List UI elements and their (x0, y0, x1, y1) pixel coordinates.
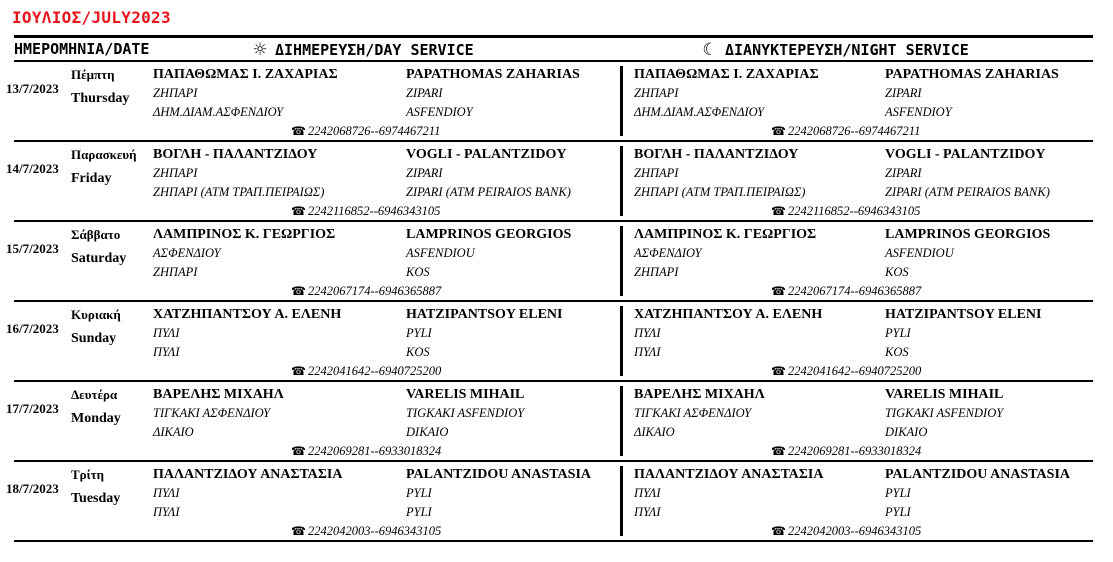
date: 13/7/2023 (6, 81, 59, 96)
day-phone (291, 124, 440, 139)
page-title: ΙΟΥΛΙΟΣ/JULY2023 (12, 8, 171, 27)
day-english: Thursday (71, 91, 130, 106)
moon-icon: ☾ (702, 40, 718, 60)
night-location-2-greek: ΔΗΜ.ΔΙΑΜ.ΑΣΦΕΝΔΙΟΥ (634, 105, 765, 119)
row-rule (14, 140, 1093, 142)
date: 16/7/2023 (6, 321, 59, 336)
header-night-service (701, 40, 969, 60)
day-location-2-greek: ΖΗΠΑΡΙ (ΑΤΜ ΤΡΑΠ.ΠΕΙΡΑΙΩΣ) (153, 185, 325, 199)
day-location-1-english: ZIPARI (406, 166, 443, 180)
column-divider (620, 146, 623, 216)
day-location-2-greek: ΔΗΜ.ΔΙΑΜ.ΑΣΦΕΝΔΙΟΥ (153, 105, 284, 119)
phone-icon: ☎ (771, 444, 786, 458)
day-greek: Δευτέρα (71, 387, 118, 402)
day-location-2-greek: ΔΙΚΑΙΟ (153, 425, 194, 439)
night-pharmacist-greek: ΠΑΠΑΘΩΜΑΣ Ι. ΖΑΧΑΡΙΑΣ (634, 67, 819, 82)
night-location-1-greek: ΖΗΠΑΡΙ (634, 166, 679, 180)
day-phone (291, 364, 441, 379)
column-divider (620, 386, 623, 456)
day-phone (291, 524, 441, 539)
day-phone-number: 2242116852--6946343105 (307, 204, 441, 218)
night-phone (771, 444, 921, 459)
table-row (0, 64, 1113, 144)
night-phone (771, 524, 921, 539)
day-phone-number: 2242069281--6933018324 (307, 444, 442, 458)
night-location-2-english: PYLI (885, 505, 911, 519)
night-location-2-greek: ΔΙΚΑΙΟ (634, 425, 675, 439)
night-location-2-english: ASFENDIOY (885, 105, 952, 119)
night-pharmacist-greek: ΒΟΓΛΗ - ΠΑΛΑΝΤΖΙΔΟΥ (634, 147, 799, 162)
phone-icon: ☎ (291, 284, 306, 298)
day-location-1-english: PYLI (406, 326, 432, 340)
night-phone (771, 284, 921, 299)
day-english: Friday (71, 171, 112, 186)
day-location-2-greek: ΠΥΛΙ (153, 345, 180, 359)
day-phone-number: 2242068726--6974467211 (307, 124, 441, 138)
date: 15/7/2023 (6, 241, 59, 256)
night-phone (771, 124, 920, 139)
night-location-1-greek: ΠΥΛΙ (634, 326, 661, 340)
night-location-2-greek: ΖΗΠΑΡΙ (ΑΤΜ ΤΡΑΠ.ΠΕΙΡΑΙΩΣ) (634, 185, 806, 199)
day-pharmacist-english: PAPATHOMAS ZAHARIAS (406, 67, 580, 82)
night-pharmacist-greek: ΒΑΡΕΛΗΣ ΜΙΧΑΗΛ (634, 387, 765, 402)
day-location-1-greek: ΖΗΠΑΡΙ (153, 86, 198, 100)
table-row (0, 304, 1113, 384)
phone-icon: ☎ (291, 204, 306, 218)
header-night-service-label: ΔΙΑΝΥΚΤΕΡΕΥΣΗ/NIGHT SERVICE (725, 41, 969, 59)
night-location-1-english: PYLI (885, 486, 911, 500)
day-greek: Τρίτη (71, 467, 105, 482)
row-rule (14, 380, 1093, 382)
header-day-service (251, 40, 474, 60)
day-pharmacist-greek: ΠΑΛΑΝΤΖΙΔΟΥ ΑΝΑΣΤΑΣΙΑ (153, 467, 343, 482)
day-location-2-english: PYLI (406, 505, 432, 519)
night-location-2-greek: ΠΥΛΙ (634, 505, 661, 519)
day-location-1-greek: ΤΙΓΚΑΚΙ ΑΣΦΕΝΔΙΟΥ (153, 406, 271, 420)
day-location-2-english: DIKAIO (406, 425, 449, 439)
day-location-2-english: ASFENDIOY (406, 105, 473, 119)
night-phone (771, 204, 920, 219)
phone-icon: ☎ (771, 284, 786, 298)
night-phone-number: 2242069281--6933018324 (787, 444, 922, 458)
column-divider (620, 466, 623, 536)
row-rule (14, 220, 1093, 222)
night-location-1-english: TIGKAKI ASFENDIOY (885, 406, 1004, 420)
day-pharmacist-greek: ΠΑΠΑΘΩΜΑΣ Ι. ΖΑΧΑΡΙΑΣ (153, 67, 338, 82)
header-rule (14, 60, 1093, 62)
date: 17/7/2023 (6, 401, 59, 416)
night-pharmacist-english: VOGLI - PALANTZIDOY (885, 147, 1046, 162)
night-phone-number: 2242067174--6946365887 (787, 284, 922, 298)
phone-icon: ☎ (771, 204, 786, 218)
day-phone-number: 2242067174--6946365887 (307, 284, 442, 298)
day-phone (291, 204, 440, 219)
night-pharmacist-greek: ΛΑΜΠΡΙΝΟΣ Κ. ΓΕΩΡΓΙΟΣ (634, 227, 817, 242)
table-row (0, 144, 1113, 224)
column-divider (620, 66, 623, 136)
night-pharmacist-english: PALANTZIDOU ANASTASIA (885, 467, 1071, 482)
row-rule (14, 540, 1093, 542)
night-location-1-english: ASFENDIOU (885, 246, 954, 260)
night-location-1-english: ZIPARI (885, 166, 922, 180)
phone-icon: ☎ (291, 124, 306, 138)
day-location-2-english: KOS (406, 345, 430, 359)
phone-icon: ☎ (771, 124, 786, 138)
day-english: Monday (71, 411, 121, 426)
row-rule (14, 300, 1093, 302)
night-pharmacist-english: LAMPRINOS GEORGIOS (885, 227, 1051, 242)
night-phone-number: 2242042003--6946343105 (787, 524, 922, 538)
header-day-service-label: ΔΙΗΜΕΡΕΥΣΗ/DAY SERVICE (275, 41, 474, 59)
column-divider (620, 226, 623, 296)
day-location-1-english: ASFENDIOU (406, 246, 475, 260)
table-row (0, 384, 1113, 464)
day-pharmacist-greek: ΒΟΓΛΗ - ΠΑΛΑΝΤΖΙΔΟΥ (153, 147, 318, 162)
night-phone-number: 2242068726--6974467211 (787, 124, 921, 138)
night-pharmacist-english: VARELIS MIHAIL (885, 387, 1004, 402)
day-greek: Πέμπτη (71, 67, 115, 82)
table-row (0, 464, 1113, 544)
date: 14/7/2023 (6, 161, 59, 176)
header-date: ΗΜΕΡΟΜΗΝΙΑ/DATE (14, 40, 150, 58)
day-pharmacist-english: LAMPRINOS GEORGIOS (406, 227, 572, 242)
day-phone-number: 2242042003--6946343105 (307, 524, 442, 538)
night-pharmacist-greek: ΠΑΛΑΝΤΖΙΔΟΥ ΑΝΑΣΤΑΣΙΑ (634, 467, 824, 482)
day-phone (291, 444, 441, 459)
table-row (0, 224, 1113, 304)
night-location-1-english: PYLI (885, 326, 911, 340)
day-pharmacist-greek: ΧΑΤΖΗΠΑΝΤΣΟΥ Α. ΕΛΕΝΗ (153, 307, 342, 322)
day-pharmacist-english: HATZIPANTSOY ELENI (406, 307, 563, 322)
day-location-2-greek: ΖΗΠΑΡΙ (153, 265, 198, 279)
day-location-2-greek: ΠΥΛΙ (153, 505, 180, 519)
night-location-1-greek: ΠΥΛΙ (634, 486, 661, 500)
day-location-1-english: TIGKAKI ASFENDIOY (406, 406, 525, 420)
column-divider (620, 306, 623, 376)
day-greek: Παρασκευή (71, 147, 137, 162)
sun-icon: ☼ (252, 40, 268, 60)
day-location-2-english: KOS (406, 265, 430, 279)
day-english: Saturday (71, 251, 127, 266)
day-pharmacist-english: VARELIS MIHAIL (406, 387, 525, 402)
day-location-1-greek: ΠΥΛΙ (153, 486, 180, 500)
night-location-1-greek: ΑΣΦΕΝΔΙΟΥ (634, 246, 702, 260)
night-location-2-greek: ΠΥΛΙ (634, 345, 661, 359)
row-rule (14, 460, 1093, 462)
night-location-1-english: ZIPARI (885, 86, 922, 100)
night-pharmacist-greek: ΧΑΤΖΗΠΑΝΤΣΟΥ Α. ΕΛΕΝΗ (634, 307, 823, 322)
phone-icon: ☎ (291, 364, 306, 378)
night-location-2-english: KOS (885, 345, 909, 359)
night-location-1-greek: ΖΗΠΑΡΙ (634, 86, 679, 100)
day-greek: Κυριακή (71, 307, 121, 322)
day-greek: Σάββατο (71, 227, 121, 242)
day-pharmacist-english: VOGLI - PALANTZIDOY (406, 147, 567, 162)
day-english: Sunday (71, 331, 117, 346)
night-location-2-english: ZIPARI (ATM PEIRAIOS BANK) (885, 185, 1050, 199)
day-location-1-greek: ΖΗΠΑΡΙ (153, 166, 198, 180)
day-location-1-english: ZIPARI (406, 86, 443, 100)
day-location-1-greek: ΑΣΦΕΝΔΙΟΥ (153, 246, 221, 260)
day-pharmacist-greek: ΛΑΜΠΡΙΝΟΣ Κ. ΓΕΩΡΓΙΟΣ (153, 227, 336, 242)
night-location-2-english: KOS (885, 265, 909, 279)
night-phone-number: 2242041642--6940725200 (787, 364, 922, 378)
day-pharmacist-english: PALANTZIDOU ANASTASIA (406, 467, 592, 482)
day-phone-number: 2242041642--6940725200 (307, 364, 442, 378)
night-location-2-english: DIKAIO (885, 425, 928, 439)
night-location-2-greek: ΖΗΠΑΡΙ (634, 265, 679, 279)
night-location-1-greek: ΤΙΓΚΑΚΙ ΑΣΦΕΝΔΙΟΥ (634, 406, 752, 420)
day-location-1-greek: ΠΥΛΙ (153, 326, 180, 340)
day-location-1-english: PYLI (406, 486, 432, 500)
phone-icon: ☎ (771, 364, 786, 378)
night-phone-number: 2242116852--6946343105 (787, 204, 921, 218)
day-english: Tuesday (71, 491, 121, 506)
night-phone (771, 364, 921, 379)
phone-icon: ☎ (291, 524, 306, 538)
night-pharmacist-english: HATZIPANTSOY ELENI (885, 307, 1042, 322)
day-pharmacist-greek: ΒΑΡΕΛΗΣ ΜΙΧΑΗΛ (153, 387, 284, 402)
night-pharmacist-english: PAPATHOMAS ZAHARIAS (885, 67, 1059, 82)
date: 18/7/2023 (6, 481, 59, 496)
top-rule (14, 35, 1093, 38)
phone-icon: ☎ (771, 524, 786, 538)
phone-icon: ☎ (291, 444, 306, 458)
day-location-2-english: ZIPARI (ATM PEIRAIOS BANK) (406, 185, 571, 199)
day-phone (291, 284, 441, 299)
